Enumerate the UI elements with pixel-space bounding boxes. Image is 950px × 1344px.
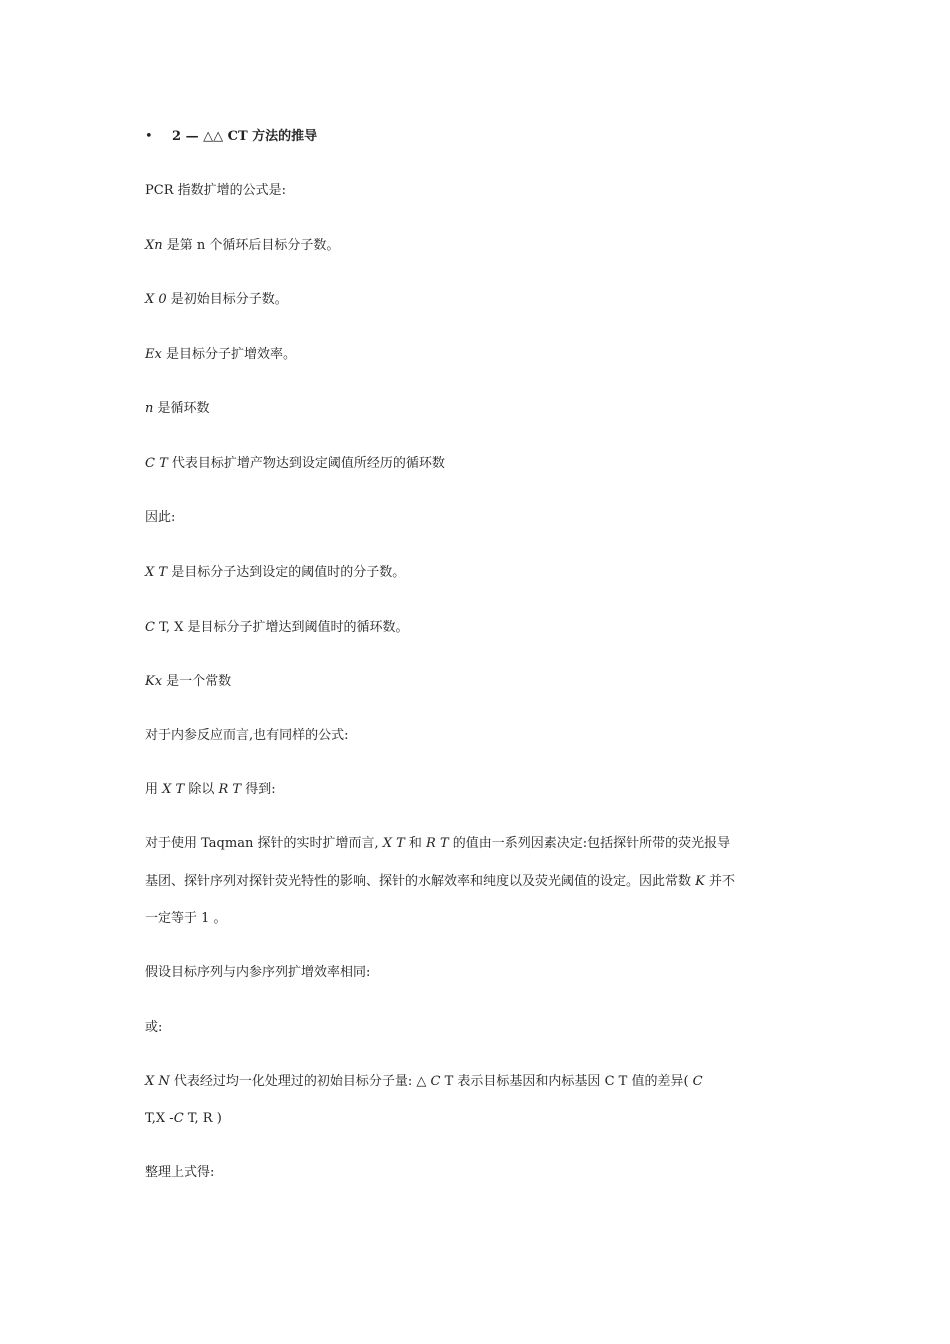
text-line: 用 X T 除以 R T 得到: xyxy=(145,782,276,797)
paragraph-line: 基团、探针序列对探针荧光特性的影响、探针的水解效率和纯度以及荧光阈值的设定。因此常数 K 并不 xyxy=(145,874,735,889)
text-line: 对于内参反应而言,也有同样的公式: xyxy=(145,728,349,743)
text-line: C T, X 是目标分子扩增达到阈值时的循环数。 xyxy=(145,620,409,635)
text-line: PCR 指数扩增的公式是: xyxy=(145,183,286,198)
text-line: C T 代表目标扩增产物达到设定阈值所经历的循环数 xyxy=(145,456,445,471)
text-line: Ex 是目标分子扩增效率。 xyxy=(145,347,296,362)
paragraph-line: 对于使用 Taqman 探针的实时扩增而言, X T 和 R T 的值由一系列因素决定:包括探针所带的荧光报导 xyxy=(145,836,731,851)
text-line: 或: xyxy=(145,1020,163,1035)
text-line: 假设目标序列与内参序列扩增效率相同: xyxy=(145,965,371,980)
text-line: T,X -C T, R ) xyxy=(145,1111,222,1126)
text-line: 整理上式得: xyxy=(145,1165,215,1180)
section-heading: 2 — △△ CT 方法的推导 xyxy=(172,129,318,144)
text-line: X 0 是初始目标分子数。 xyxy=(145,292,288,307)
text-line: X T 是目标分子达到设定的阈值时的分子数。 xyxy=(145,565,406,580)
bullet-icon: • xyxy=(145,129,153,144)
text-line: X N 代表经过均一化处理过的初始目标分子量: △ C T 表示目标基因和内标基因 C T 值的差异( C xyxy=(145,1074,703,1089)
text-line: 因此: xyxy=(145,510,176,525)
text-line: n 是循环数 xyxy=(145,401,210,416)
paragraph-line: 一定等于 1 。 xyxy=(145,911,227,926)
text-line: Kx 是一个常数 xyxy=(145,674,232,689)
text-line: Xn 是第 n 个循环后目标分子数。 xyxy=(145,238,340,253)
